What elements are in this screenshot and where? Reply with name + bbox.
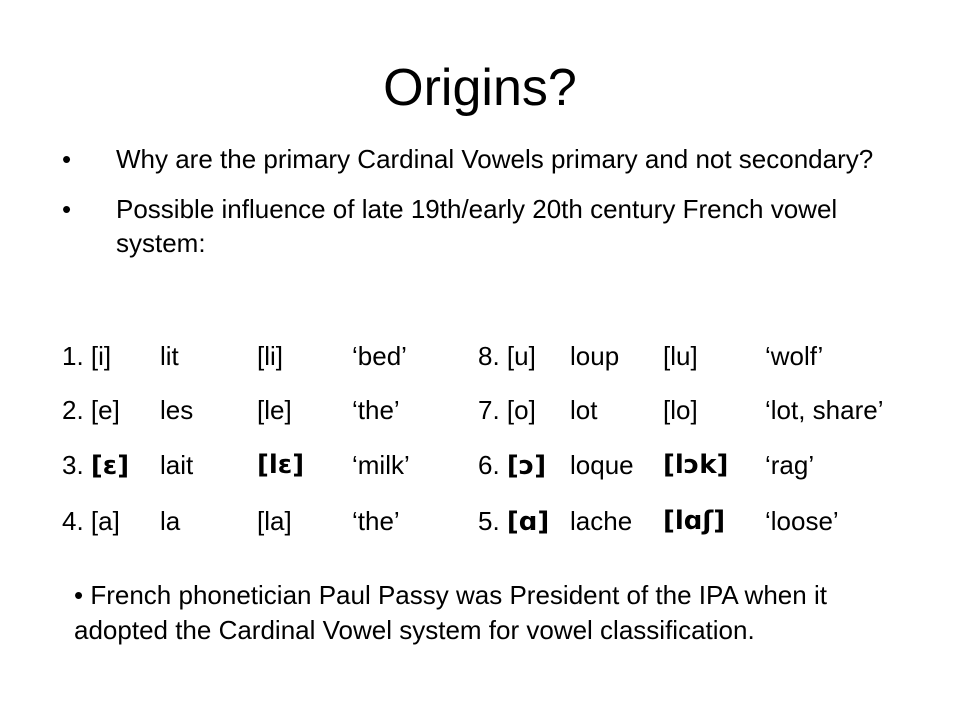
ipa-transcription: [lɛ] xyxy=(257,450,305,480)
english-gloss: ‘the’ xyxy=(352,506,400,536)
english-gloss: ‘loose’ xyxy=(765,506,839,536)
french-word: lache xyxy=(570,506,633,536)
bullet-text: Why are the primary Cardinal Vowels primary and not secondary? xyxy=(116,144,874,174)
bullet-text: Possible influence of late 19th/early 20th century French vowel system: xyxy=(116,194,838,258)
vowel-row xyxy=(0,336,960,376)
ipa-transcription: [lɔk] xyxy=(663,450,729,480)
english-gloss: ‘lot, share’ xyxy=(765,395,884,425)
ipa-transcription: [le] xyxy=(257,395,292,425)
vowel-symbol: [ɑ] xyxy=(506,507,550,537)
french-word: les xyxy=(160,395,194,425)
bullet-item xyxy=(62,192,902,260)
vowel-symbol: [ɛ] xyxy=(90,451,130,481)
vowel-symbol: [ɔ] xyxy=(506,451,547,481)
english-gloss: ‘wolf’ xyxy=(765,341,824,371)
ipa-transcription: [la] xyxy=(257,506,292,536)
vowel-row xyxy=(0,390,960,430)
english-gloss: ‘bed’ xyxy=(352,341,407,371)
bullet-marker: • xyxy=(62,144,72,174)
vowel-number xyxy=(62,445,129,486)
footnote-marker: • xyxy=(74,580,84,610)
vowel-row xyxy=(0,501,960,541)
vowel-number-prefix: 6. xyxy=(478,450,507,480)
vowel-number: 2. [e] xyxy=(62,395,120,425)
ipa-transcription: [lo] xyxy=(663,395,698,425)
bullet-item xyxy=(62,142,902,176)
vowel-number: 1. [i] xyxy=(62,341,112,371)
french-word: lit xyxy=(160,341,179,371)
ipa-transcription: [li] xyxy=(257,341,283,371)
french-word: la xyxy=(160,506,181,536)
french-word: lot xyxy=(570,395,598,425)
vowel-number-prefix: 5. xyxy=(478,506,507,536)
slide-title: Origins? xyxy=(383,59,577,117)
vowel-row xyxy=(0,445,960,485)
french-word: loque xyxy=(570,450,634,480)
footnote xyxy=(74,578,894,648)
french-word: lait xyxy=(160,450,194,480)
footnote-text: French phonetician Paul Passy was President of the IPA when it adopted the Cardinal Vowel system for vowel classification. xyxy=(74,580,827,645)
vowel-number-prefix: 3. xyxy=(62,450,91,480)
vowel-number: 7. [o] xyxy=(478,395,536,425)
english-gloss: ‘the’ xyxy=(352,395,400,425)
vowel-number xyxy=(478,445,546,486)
english-gloss: ‘milk’ xyxy=(352,450,410,480)
bullet-marker: • xyxy=(62,194,72,224)
ipa-transcription: [lu] xyxy=(663,341,698,371)
vowel-number xyxy=(478,501,549,542)
english-gloss: ‘rag’ xyxy=(765,450,815,480)
bullet-list xyxy=(62,142,902,276)
french-word: loup xyxy=(570,341,620,371)
vowel-number: 8. [u] xyxy=(478,341,536,371)
ipa-transcription: [lɑʃ] xyxy=(663,506,726,536)
vowel-number: 4. [a] xyxy=(62,506,120,536)
